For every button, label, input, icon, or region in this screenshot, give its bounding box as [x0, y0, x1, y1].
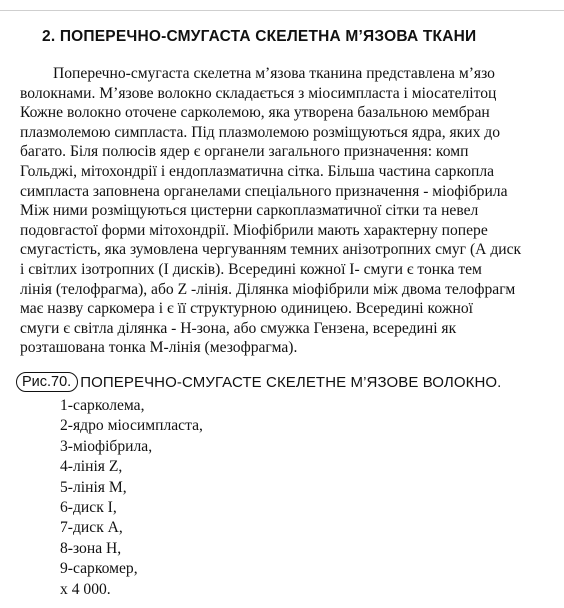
legend-item: 3-міофібрила, — [60, 437, 153, 455]
paragraph-line: смуги є світла ділянка - Н-зона, або смужка Гензена, всередині як — [20, 319, 457, 337]
body-paragraph — [20, 64, 560, 358]
paragraph-line: розташована тонка М-лінія (мезофрагма). — [20, 339, 298, 357]
paragraph-line: плазмолемою симпласта. Під плазмолемою розміщуються ядра, яких до — [20, 123, 501, 141]
paragraph-line: Між ними розміщуються цистерни саркоплазматичної сітки та невел — [20, 202, 479, 220]
page-top-edge — [0, 0, 564, 11]
paragraph-line: лінія (телофрагма), або Z -лінія. Ділянка міофібрили між двома телофрагм — [20, 280, 516, 298]
figure-legend — [60, 396, 203, 600]
legend-item: 1-сарколема, — [60, 397, 145, 414]
section-heading: 2. ПОПЕРЕЧНО-СМУГАСТА СКЕЛЕТНА М’ЯЗОВА ТКАНИ — [42, 28, 477, 45]
legend-item: 9-саркомер, — [60, 560, 138, 578]
paragraph-line: багато. Біля полюсів ядер є органели загального призначення: комп — [20, 143, 469, 161]
paragraph-line: симпласта заповнена органелами спеціального призначення - міофібрила — [20, 182, 508, 200]
legend-item: 6-диск І, — [60, 499, 117, 517]
paragraph-line: Гольджі, мітохондрії і ендоплазматична сітка. Більша частина саркопла — [20, 162, 495, 180]
paragraph-line: Поперечно-смугаста скелетна м’язова тканина представлена м’язо — [53, 65, 495, 82]
paragraph-line: волокнами. М’язове волокно складається з міосимпласта і міосателітоц — [20, 84, 497, 102]
figure-label: Рис.70. — [16, 372, 78, 392]
magnification-note: х 4 000. — [60, 580, 111, 598]
paragraph-line: смугастість, яка зумовлена чергуванням темних анізотропних смуг (А диск — [20, 241, 522, 259]
paragraph-line: має назву саркомера і є її структурною одиницею. Всередині кожної — [20, 300, 473, 318]
legend-item: 7-диск А, — [60, 519, 123, 537]
paragraph-line: Кожне волокно оточене сарколемою, яка утворена базальною мембран — [20, 104, 490, 122]
legend-item: 8-зона Н, — [60, 539, 122, 557]
paragraph-line: подовгастої форми мітохондрії. Міофібрили мають характерну попере — [20, 221, 488, 239]
figure-caption — [16, 370, 501, 394]
legend-item: 2-ядро міосимпласта, — [60, 417, 203, 435]
paragraph-line: і світлих ізотропних (І дисків). Всередині кожної І- смуги є тонка тем — [20, 260, 482, 278]
legend-item: 4-лінія Z, — [60, 458, 123, 476]
legend-item: 5-лінія М, — [60, 478, 127, 496]
figure-title: ПОПЕРЕЧНО-СМУГАСТЕ СКЕЛЕТНЕ М’ЯЗОВЕ ВОЛОКНО. — [80, 373, 502, 391]
